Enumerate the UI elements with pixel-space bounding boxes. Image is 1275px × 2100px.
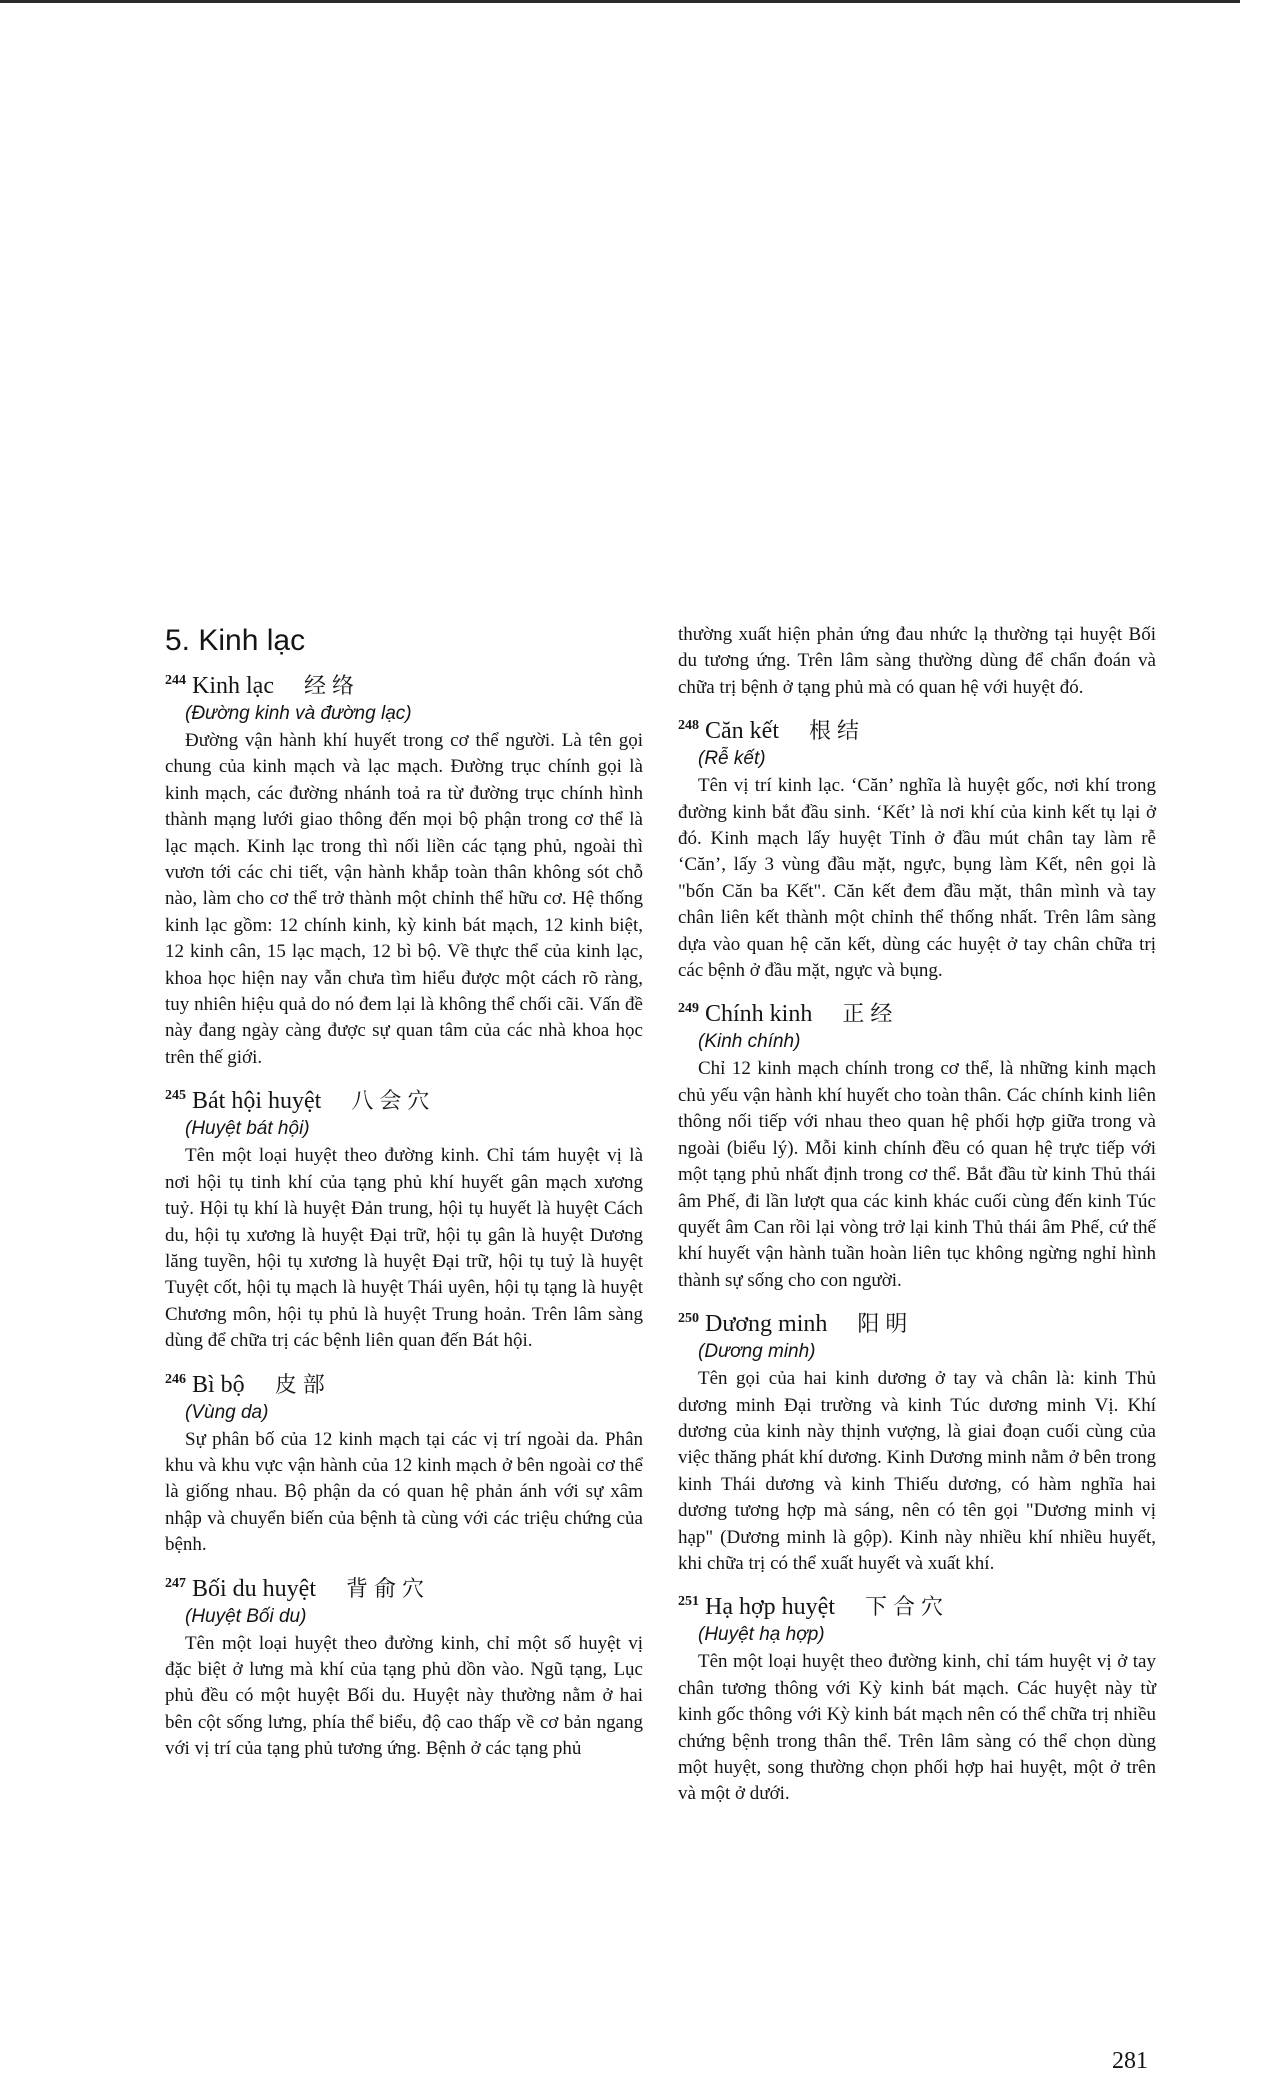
entry-translation: (Huyệt Bối du) <box>185 1605 307 1627</box>
entry-translation: (Huyệt bát hội) <box>185 1118 310 1140</box>
entry-body: Đường vận hành khí huyết trong cơ thể người. Là tên gọi chung của kinh mạch và lạc mạch. Đường trục chính gọi là kinh mạch, các đường nhánh toả ra từ đường trục chính hình thành mạng lưới giao thông đến mọi bộ phận trong cơ thể là lạc mạch. Kinh lạc trong thì nối liền các tạng phủ, ngoài thì vươn tới các chi tiết, vận hành khắp toàn thân không sót chỗ nào, làm cho cơ thể trở thành một chỉnh thể hữu cơ. Hệ thống kinh lạc gồm: 12 chính kinh, kỳ kinh bát mạch, 12 kinh biệt, 12 kinh cân, 15 lạc mạch, 12 bì bộ. Về thực thể của kinh lạc, khoa học hiện nay vẫn chưa tìm hiểu được một cách rõ ràng, tuy nhiên hiệu quả do nó đem lại là không thể chối cãi. Vấn đề này đang ngày càng được sự quan tâm của các nhà khoa học trên thế giới. <box>165 730 643 1068</box>
entry-number: 249 <box>678 1001 699 1017</box>
entry-chinese-term: 背俞穴 <box>346 1576 431 1602</box>
entry-chinese-term: 下合穴 <box>865 1595 950 1621</box>
entry-heading <box>678 994 1156 1030</box>
section-title: 5. Kinh lạc <box>165 624 306 657</box>
entry-244 <box>165 666 643 1071</box>
entry-body: Tên vị trí kinh lạc. ‘Căn’ nghĩa là huyệt gốc, nơi khí trong đường kinh bắt đầu sinh. ‘Kết’ là nơi khí của kinh kết tụ lại ở đó. Kinh mạch lấy huyệt Tỉnh ở đầu mút chân tay làm rễ ‘Căn’, lấy 3 vùng đầu mặt, ngực, bụng làm Kết, nên gọi là "bốn Căn ba Kết". Căn kết đem đầu mặt, thân mình và tay chân liên kết thành một chỉnh thể thống nhất. Trên lâm sàng dựa vào quan hệ căn kết, dùng các huyệt ở tay chân chữa trị các bệnh ở đầu mặt, ngực và bụng. <box>678 775 1156 982</box>
entry-245 <box>165 1081 643 1354</box>
entry-chinese-term: 阳明 <box>857 1312 914 1338</box>
entry-translation: (Dương minh) <box>698 1341 816 1363</box>
entry-term: Bát hội huyệt <box>192 1088 322 1115</box>
entry-249 <box>678 994 1156 1294</box>
entry-body: Sự phân bố của 12 kinh mạch tại các vị trí ngoài da. Phân khu và khu vực vận hành của 12 kinh mạch ở bên ngoài cơ thể là giống nhau. Bộ phận da có quan hệ phản ánh với sự xâm nhập và chuyển biến của bệnh tà cùng với các triệu chứng của bệnh. <box>165 1428 643 1556</box>
right-column <box>678 622 1156 1808</box>
entry-heading <box>678 1304 1156 1340</box>
entry-heading <box>678 711 1156 747</box>
entry-translation: (Vùng da) <box>185 1401 269 1423</box>
entry-translation: (Đường kinh và đường lạc) <box>185 703 412 724</box>
entry-chinese-term: 正经 <box>842 1002 899 1028</box>
entry-248 <box>678 711 1156 984</box>
entry-chinese-term: 根结 <box>808 719 865 745</box>
entry-246 <box>165 1365 643 1559</box>
entry-heading <box>678 1587 1156 1623</box>
entry-body: Tên một loại huyệt theo đường kinh, chỉ tám huyệt vị ở tay chân tương thông với Kỳ kinh bát mạch. Các huyệt này từ kinh gốc thông với Kỳ kinh bát mạch nên có thể chữa trị nhiều chứng bệnh trong thân thể. Trên lâm sàng có thể chọn dùng một huyệt, song thường chọn phối hợp hai huyệt, một ở trên và một ở dưới. <box>678 1651 1156 1805</box>
entry-term: Hạ hợp huyệt <box>705 1594 835 1621</box>
entry-251 <box>678 1587 1156 1807</box>
entry-heading <box>165 1569 643 1605</box>
entry-body: Tên gọi của hai kinh dương ở tay và chân là: kinh Thủ dương minh Đại trường và kinh Túc dương minh Vị. Khí dương của kinh này thịnh vượng, là giai đoạn cuối cùng của việc thăng phát khí dương. Kinh Dương minh nằm ở bên trong kinh Thái dương và kinh Thiếu dương, có hàm nghĩa hai dương tương hợp mà sáng, nên có tên gọi "Dương minh vị hạp" (Dương minh là gộp). Kinh này nhiều khí nhiều huyết, khi chữa trị có thể xuất huyết và xuất khí. <box>678 1368 1156 1574</box>
entry-body: Chỉ 12 kinh mạch chính trong cơ thể, là những kinh mạch chủ yếu vận hành khí huyết cho toàn thân. Các chính kinh liên thông nối tiếp với nhau theo quan hệ phối hợp giữa trong và ngoài (biểu lý). Mỗi kinh chính đều có quan hệ trực tiếp với một tạng phủ nhất định trong cơ thể. Bắt đầu từ kinh Thủ thái âm Phế, đi lần lượt qua các kinh khác cuối cùng đến kinh Túc quyết âm Can rồi lại vòng trở lại kinh Thủ thái âm Phế, cứ thế khí huyết vận hành tuần hoàn liên tục không ngừng nghỉ hình thành sự sống cho con người. <box>678 1058 1156 1291</box>
entry-body: Tên một loại huyệt theo đường kinh, chỉ một số huyệt vị đặc biệt ở lưng mà khí của tạng phủ dồn vào. Ngũ tạng, Lục phủ đều có một huyệt Bối du. Huyệt này thường nằm ở hai bên cột sống lưng, phía thể biểu, độ cao thấp về cơ bản ngang với vị trí của tạng phủ tương ứng. Bệnh ở các tạng phủ <box>165 1632 643 1760</box>
entry-term: Kinh lạc <box>192 673 274 699</box>
entry-247 <box>165 1569 643 1763</box>
entry-term: Bối du huyệt <box>192 1575 316 1602</box>
entry-term: Dương minh <box>705 1311 828 1338</box>
entry-number: 246 <box>165 1371 186 1387</box>
entry-number: 245 <box>165 1088 186 1104</box>
entry-number: 250 <box>678 1311 699 1327</box>
entry-translation: (Huyệt hạ hợp) <box>698 1624 825 1646</box>
entry-heading <box>165 1365 643 1401</box>
entry-250 <box>678 1304 1156 1577</box>
entry-heading <box>165 666 643 702</box>
top-rule <box>0 0 1240 3</box>
entry-chinese-term: 皮部 <box>274 1372 331 1398</box>
entry-number: 248 <box>678 718 699 734</box>
entry-term: Bì bộ <box>192 1371 245 1398</box>
page-number: 281 <box>1112 2048 1148 2074</box>
left-column <box>165 622 643 1763</box>
entry-heading <box>165 1081 643 1117</box>
entry-number: 244 <box>165 673 186 688</box>
entry-chinese-term: 经络 <box>303 674 360 699</box>
entry-term: Căn kết <box>705 718 779 745</box>
entry-translation: (Rễ kết) <box>698 748 766 770</box>
entry-number: 251 <box>678 1594 699 1610</box>
entry-chinese-term: 八会穴 <box>351 1089 436 1115</box>
entry-247-continuation: thường xuất hiện phản ứng đau nhức lạ thường tại huyệt Bối du tương ứng. Trên lâm sàng thường dùng để chẩn đoán và chữa trị bệnh ở tạng phủ mà có quan hệ với huyệt đó. <box>678 624 1156 698</box>
entry-translation: (Kinh chính) <box>698 1031 801 1053</box>
entry-term: Chính kinh <box>705 1001 813 1028</box>
entry-body: Tên một loại huyệt theo đường kinh. Chỉ tám huyệt vị là nơi hội tụ tinh khí của tạng phủ khí huyết gân mạch xương tuỷ. Hội tụ khí là huyệt Đản trung, hội tụ huyết là huyệt Cách du, hội tụ xương là huyệt Đại trữ, hội tụ gân là huyệt Dương lăng tuyền, hội tụ xương là huyệt Đại trữ, hội tụ tuỷ là huyệt Tuyệt cốt, hội tụ mạch là huyệt Thái uyên, hội tụ tạng là huyệt Chương môn, hội tụ phủ là huyệt Trung hoản. Trên lâm sàng dùng để chữa trị các bệnh liên quan đến Bát hội. <box>165 1145 643 1352</box>
entry-number: 247 <box>165 1575 186 1591</box>
